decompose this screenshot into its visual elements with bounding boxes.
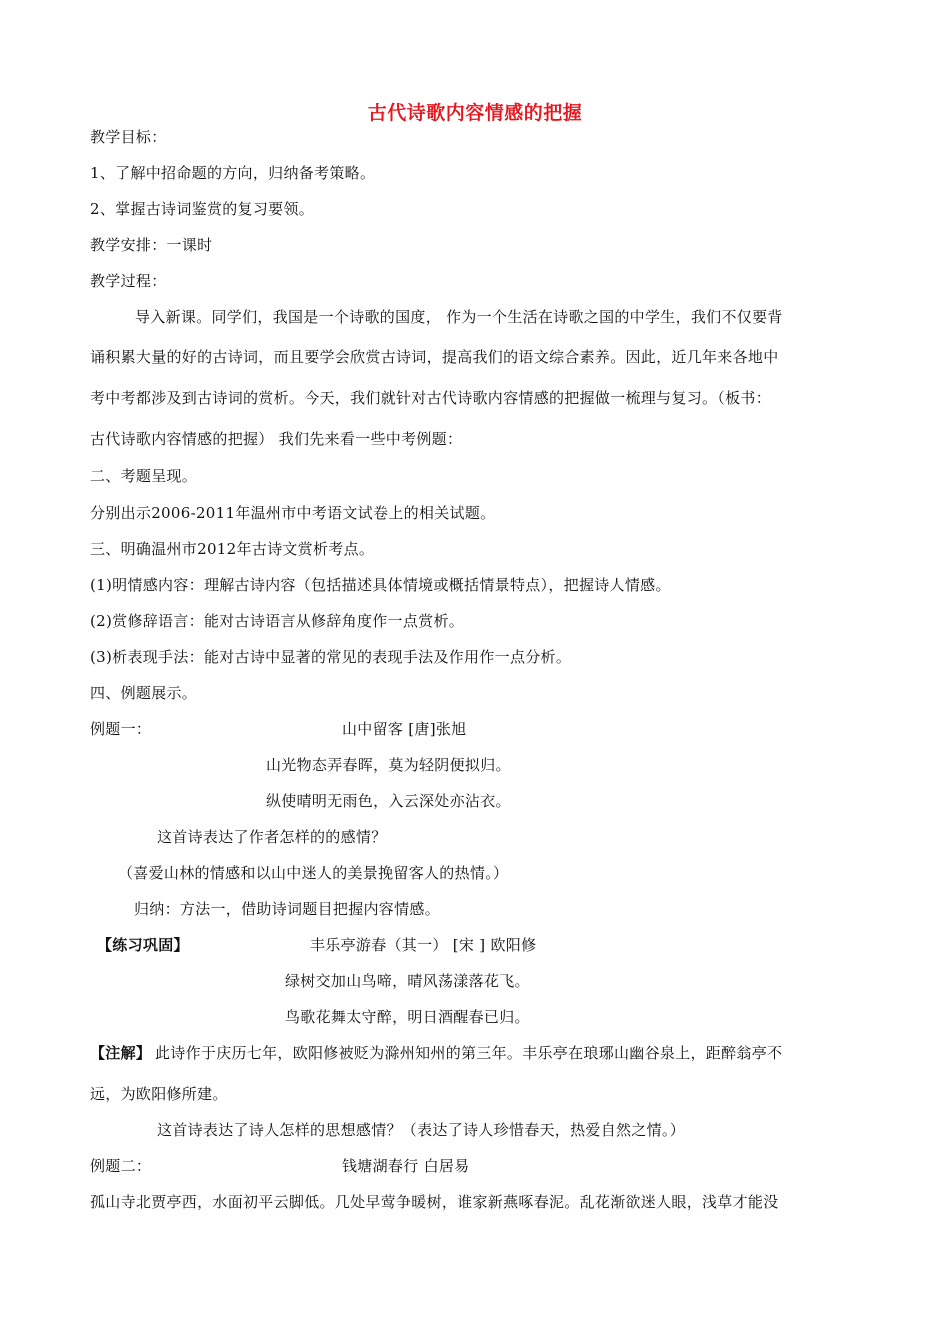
teaching-goals-heading: 教学目标：: [90, 128, 167, 146]
example-2-poem-text: 孤山寺北贾亭西，水面初平云脚低。几处早莺争暖树，谁家新燕啄春泥。乱花渐欲迷人眼，浅草才能没: [90, 1193, 779, 1211]
section-2-text: 分别出示2006-2011年温州市中考语文试卷上的相关试题。: [90, 504, 496, 522]
intro-paragraph-line-3: 考中考都涉及到古诗词的赏析。今天，我们就针对古代诗歌内容情感的把握做一梳理与复习。（板书：: [90, 389, 772, 407]
teaching-process-heading: 教学过程：: [90, 272, 167, 290]
exam-point-3: (3)析表现手法：能对古诗中显著的常见的表现手法及作用作一点分析。: [90, 648, 572, 666]
practice-question-answer: 这首诗表达了诗人怎样的思想感情？（表达了诗人珍惜春天，热爱自然之情。）: [157, 1121, 686, 1139]
intro-paragraph-line-1: 导入新课。同学们，我国是一个诗歌的国度， 作为一个生活在诗歌之国的中学生，我们不仅要背: [135, 308, 783, 326]
method-summary: 归纳：方法一，借助诗词题目把握内容情感。: [134, 900, 441, 918]
section-3-heading: 三、明确温州市2012年古诗文赏析考点。: [90, 540, 375, 558]
section-4-heading: 四、例题展示。: [90, 684, 198, 702]
example-1-poem-line-2: 纵使晴明无雨色，入云深处亦沾衣。: [266, 792, 511, 810]
annotation-label: 【注解】: [90, 1044, 152, 1062]
document-title: 古代诗歌内容情感的把握: [367, 102, 583, 124]
example-1-poem-title: 山中留客 [唐]张旭: [342, 720, 467, 738]
intro-paragraph-line-4: 古代诗歌内容情感的把握） 我们先来看一些中考例题：: [90, 430, 463, 448]
intro-paragraph-line-2: 诵积累大量的好的古诗词，而且要学会欣赏古诗词，提高我们的语文综合素养。因此，近几年来各地中: [90, 348, 779, 366]
practice-label: 【练习巩固】: [97, 936, 189, 954]
example-1-answer: （喜爱山林的情感和以山中迷人的美景挽留客人的热情。）: [118, 864, 509, 882]
practice-poem-line-2: 鸟歌花舞太守醉，明日酒醒春已归。: [285, 1008, 530, 1026]
goal-item-2: 2、掌握古诗词鉴赏的复习要领。: [90, 200, 315, 218]
section-2-heading: 二、考题呈现。: [90, 467, 198, 485]
goal-item-1: 1、了解中招命题的方向，归纳备考策略。: [90, 164, 376, 182]
teaching-arrangement: 教学安排：一课时: [90, 236, 213, 254]
example-1-poem-line-1: 山光物态弄春晖，莫为轻阴便拟归。: [266, 756, 511, 774]
example-2-label: 例题二：: [90, 1157, 152, 1175]
example-1-label: 例题一：: [90, 720, 152, 738]
exam-point-2: (2)赏修辞语言：能对古诗语言从修辞角度作一点赏析。: [90, 612, 465, 630]
example-1-question: 这首诗表达了作者怎样的的感情？: [157, 828, 387, 846]
exam-point-1: (1)明情感内容：理解古诗内容（包括描述具体情境或概括情景特点），把握诗人情感。: [90, 576, 671, 594]
example-2-poem-title: 钱塘湖春行 白居易: [342, 1157, 470, 1175]
annotation-text-line-2: 远，为欧阳修所建。: [90, 1085, 228, 1103]
practice-poem-line-1: 绿树交加山鸟啼，晴风荡漾落花飞。: [285, 972, 530, 990]
practice-poem-title: 丰乐亭游春（其一） [宋 ] 欧阳修: [310, 936, 537, 954]
annotation-text-line-1: 此诗作于庆历七年，欧阳修被贬为滁州知州的第三年。丰乐亭在琅琊山幽谷泉上，距醉翁亭不: [155, 1044, 783, 1062]
